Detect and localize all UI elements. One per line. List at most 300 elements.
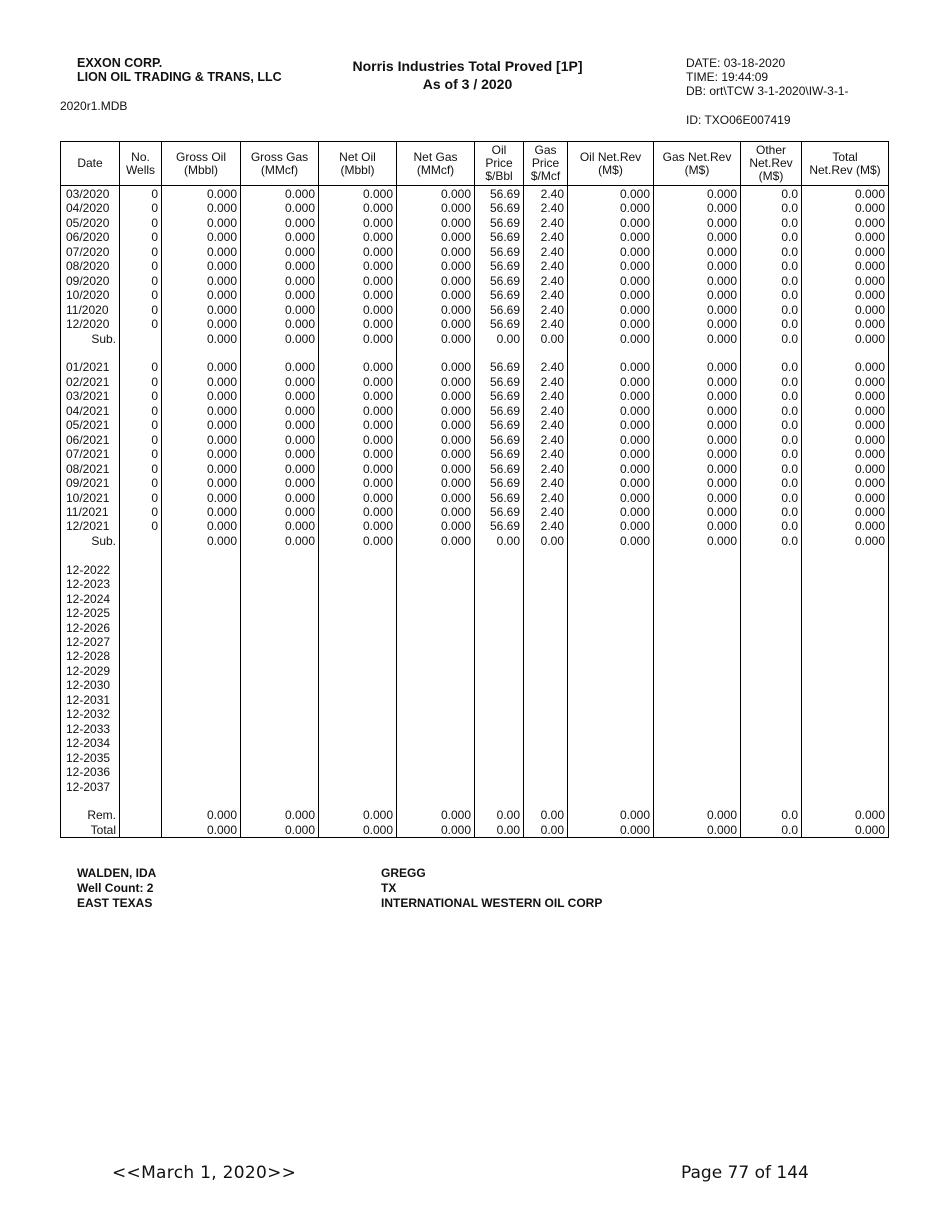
table-cell: 0.000 bbox=[241, 317, 319, 331]
table-cell bbox=[568, 736, 654, 750]
table-row bbox=[61, 476, 889, 490]
table-cell: 0.000 bbox=[568, 418, 654, 432]
table-cell: 0 bbox=[120, 447, 162, 461]
table-cell bbox=[241, 707, 319, 721]
table-cell: 12-2030 bbox=[61, 678, 120, 692]
table-row bbox=[61, 418, 889, 432]
table-cell: 0.000 bbox=[319, 375, 397, 389]
table-cell: 0.000 bbox=[241, 823, 319, 838]
table-cell bbox=[524, 548, 568, 562]
table-cell bbox=[120, 649, 162, 663]
column-header-line: (MMcf) bbox=[416, 162, 455, 177]
table-cell bbox=[741, 664, 802, 678]
table-cell: 0.000 bbox=[397, 462, 475, 476]
report-db: DB: ort\TCW 3-1-2020\IW-3-1- bbox=[686, 84, 849, 98]
table-cell: 0.000 bbox=[319, 303, 397, 317]
table-cell bbox=[319, 794, 397, 808]
table-cell: 0.000 bbox=[397, 404, 475, 418]
report-title: Norris Industries Total Proved [1P] bbox=[352, 58, 583, 74]
table-cell bbox=[162, 693, 241, 707]
table-cell: 06/2021 bbox=[61, 433, 120, 447]
table-cell: 0 bbox=[120, 274, 162, 288]
table-cell bbox=[654, 693, 741, 707]
table-cell: 2.40 bbox=[524, 186, 568, 202]
table-cell bbox=[241, 765, 319, 779]
table-cell bbox=[568, 722, 654, 736]
table-cell bbox=[120, 548, 162, 562]
table-cell: 0 bbox=[120, 288, 162, 302]
table-cell bbox=[654, 736, 741, 750]
well-count: Well Count: 2 bbox=[77, 881, 154, 895]
table-cell: 0.000 bbox=[397, 823, 475, 838]
table-cell: 2.40 bbox=[524, 274, 568, 288]
table-cell: 0.000 bbox=[802, 505, 889, 519]
table-cell: 0.0 bbox=[741, 303, 802, 317]
table-cell bbox=[568, 794, 654, 808]
table-cell bbox=[802, 592, 889, 606]
table-row bbox=[61, 447, 889, 461]
table-cell: 0.000 bbox=[397, 360, 475, 374]
table-cell: 0.000 bbox=[397, 534, 475, 548]
table-cell bbox=[162, 780, 241, 794]
region: EAST TEXAS bbox=[77, 896, 153, 910]
table-cell: 0 bbox=[120, 519, 162, 533]
table-cell: 0.000 bbox=[802, 404, 889, 418]
table-cell: 0.000 bbox=[654, 491, 741, 505]
table-cell: 0.000 bbox=[319, 418, 397, 432]
table-cell: 0.000 bbox=[241, 360, 319, 374]
total-row bbox=[61, 823, 889, 838]
table-cell bbox=[397, 722, 475, 736]
table-cell: 0.000 bbox=[654, 505, 741, 519]
table-cell bbox=[524, 635, 568, 649]
table-cell bbox=[475, 664, 524, 678]
table-cell bbox=[241, 577, 319, 591]
table-cell bbox=[524, 780, 568, 794]
table-cell: 0.000 bbox=[241, 433, 319, 447]
table-row bbox=[61, 577, 889, 591]
table-cell: 0 bbox=[120, 317, 162, 331]
table-cell bbox=[120, 808, 162, 822]
table-cell: 0.000 bbox=[397, 491, 475, 505]
table-cell: 12-2031 bbox=[61, 693, 120, 707]
table-cell: 0.000 bbox=[654, 808, 741, 822]
table-cell: 0.000 bbox=[162, 332, 241, 346]
table-cell: 0.000 bbox=[162, 375, 241, 389]
table-row bbox=[61, 186, 889, 202]
table-cell: 0.0 bbox=[741, 317, 802, 331]
table-cell bbox=[397, 592, 475, 606]
table-cell bbox=[654, 664, 741, 678]
table-cell bbox=[319, 635, 397, 649]
table-cell: 0.000 bbox=[802, 534, 889, 548]
table-cell: 2.40 bbox=[524, 245, 568, 259]
table-cell: 56.69 bbox=[475, 230, 524, 244]
table-cell bbox=[802, 346, 889, 360]
table-cell: 56.69 bbox=[475, 491, 524, 505]
table-cell: 0.000 bbox=[397, 447, 475, 461]
table-cell: 0 bbox=[120, 418, 162, 432]
table-cell: 56.69 bbox=[475, 303, 524, 317]
table-row bbox=[61, 765, 889, 779]
table-cell bbox=[475, 346, 524, 360]
table-cell bbox=[319, 678, 397, 692]
table-cell bbox=[120, 592, 162, 606]
table-cell: 0.000 bbox=[802, 823, 889, 838]
table-cell bbox=[802, 693, 889, 707]
table-row bbox=[61, 780, 889, 794]
table-cell: 04/2021 bbox=[61, 404, 120, 418]
table-row bbox=[61, 678, 889, 692]
table-cell: 0 bbox=[120, 375, 162, 389]
table-cell: 0.000 bbox=[802, 519, 889, 533]
table-row bbox=[61, 606, 889, 620]
table-cell: 0.000 bbox=[241, 534, 319, 548]
table-cell: 0.000 bbox=[397, 418, 475, 432]
table-cell bbox=[319, 606, 397, 620]
table-cell: 0.000 bbox=[802, 418, 889, 432]
table-cell bbox=[120, 606, 162, 620]
table-cell bbox=[120, 765, 162, 779]
table-cell bbox=[120, 823, 162, 838]
table-cell: 0.00 bbox=[475, 823, 524, 838]
table-cell bbox=[475, 794, 524, 808]
table-cell bbox=[319, 722, 397, 736]
table-row bbox=[61, 664, 889, 678]
table-cell bbox=[319, 592, 397, 606]
table-cell: 0.000 bbox=[568, 303, 654, 317]
table-cell: 0.0 bbox=[741, 519, 802, 533]
table-cell bbox=[802, 664, 889, 678]
table-cell: 0.000 bbox=[319, 274, 397, 288]
table-cell bbox=[61, 346, 120, 360]
column-header-line: Date bbox=[77, 156, 103, 170]
table-cell: 2.40 bbox=[524, 433, 568, 447]
column-header bbox=[741, 142, 802, 186]
table-cell: 0.000 bbox=[568, 505, 654, 519]
table-cell: 56.69 bbox=[475, 418, 524, 432]
table-cell: 56.69 bbox=[475, 389, 524, 403]
table-cell bbox=[120, 332, 162, 346]
table-cell bbox=[241, 548, 319, 562]
table-cell: 0.000 bbox=[319, 491, 397, 505]
table-cell: 0.000 bbox=[802, 491, 889, 505]
table-cell bbox=[741, 606, 802, 620]
table-cell: 0.000 bbox=[568, 823, 654, 838]
table-cell bbox=[120, 563, 162, 577]
report-id: ID: TXO06E007419 bbox=[686, 113, 791, 127]
table-cell: 0.000 bbox=[654, 418, 741, 432]
table-cell bbox=[162, 678, 241, 692]
table-cell: 08/2021 bbox=[61, 462, 120, 476]
table-cell bbox=[524, 794, 568, 808]
table-cell: 0 bbox=[120, 433, 162, 447]
table-cell: 0.000 bbox=[241, 519, 319, 533]
table-cell bbox=[120, 751, 162, 765]
column-header bbox=[61, 142, 120, 186]
table-row bbox=[61, 563, 889, 577]
table-cell: 0.0 bbox=[741, 230, 802, 244]
table-cell: 0.000 bbox=[568, 274, 654, 288]
table-cell: 0.0 bbox=[741, 288, 802, 302]
table-cell bbox=[741, 751, 802, 765]
table-cell: 0.0 bbox=[741, 375, 802, 389]
table-cell: 0.000 bbox=[397, 519, 475, 533]
table-cell: 0.000 bbox=[241, 216, 319, 230]
table-cell bbox=[241, 780, 319, 794]
table-cell bbox=[162, 722, 241, 736]
table-cell bbox=[162, 794, 241, 808]
table-cell: 56.69 bbox=[475, 274, 524, 288]
table-cell: 0.0 bbox=[741, 433, 802, 447]
table-cell bbox=[397, 346, 475, 360]
table-cell: 2.40 bbox=[524, 317, 568, 331]
table-cell: 0.000 bbox=[654, 462, 741, 476]
table-cell bbox=[120, 707, 162, 721]
table-cell bbox=[741, 635, 802, 649]
table-cell: 0 bbox=[120, 360, 162, 374]
table-cell bbox=[397, 707, 475, 721]
column-header-line: $/Bbl bbox=[485, 169, 513, 183]
table-cell bbox=[475, 751, 524, 765]
table-cell: 0.000 bbox=[162, 274, 241, 288]
table-cell: 0.0 bbox=[741, 259, 802, 273]
table-cell: 0 bbox=[120, 404, 162, 418]
table-cell bbox=[802, 678, 889, 692]
table-cell bbox=[802, 794, 889, 808]
lease-info-left bbox=[77, 866, 156, 911]
table-cell: 0.0 bbox=[741, 360, 802, 374]
table-cell: 0.000 bbox=[241, 808, 319, 822]
table-cell bbox=[568, 780, 654, 794]
table-cell: 0.000 bbox=[397, 375, 475, 389]
page-date: <<March 1, 2020>> bbox=[112, 1163, 297, 1183]
table-cell: 0.000 bbox=[319, 823, 397, 838]
table-cell: 0.000 bbox=[162, 476, 241, 490]
table-row bbox=[61, 621, 889, 635]
table-cell bbox=[475, 592, 524, 606]
column-header-line: $/Mcf bbox=[530, 169, 561, 183]
table-cell bbox=[162, 707, 241, 721]
column-header-line: Total bbox=[832, 149, 858, 164]
table-cell: 56.69 bbox=[475, 404, 524, 418]
table-cell bbox=[475, 765, 524, 779]
table-cell: 0.000 bbox=[802, 274, 889, 288]
table-cell: 0.000 bbox=[397, 245, 475, 259]
table-cell bbox=[802, 635, 889, 649]
table-cell: 0.000 bbox=[319, 216, 397, 230]
column-header-line: Gross Oil bbox=[175, 149, 226, 164]
table-cell bbox=[397, 664, 475, 678]
column-header-line: Net Gas bbox=[413, 149, 458, 164]
table-cell: 0.000 bbox=[397, 303, 475, 317]
table-cell bbox=[654, 346, 741, 360]
table-cell bbox=[397, 563, 475, 577]
table-cell: 0 bbox=[120, 259, 162, 273]
table-cell: 0.00 bbox=[475, 808, 524, 822]
table-cell: 56.69 bbox=[475, 216, 524, 230]
column-header-line: Price bbox=[531, 156, 560, 170]
column-header-line: (M$) bbox=[598, 162, 623, 177]
table-cell: 0.000 bbox=[568, 375, 654, 389]
table-cell: 0 bbox=[120, 186, 162, 202]
table-cell: Rem. bbox=[61, 808, 120, 822]
table-cell bbox=[397, 794, 475, 808]
table-cell: 56.69 bbox=[475, 447, 524, 461]
table-cell: 12-2033 bbox=[61, 722, 120, 736]
table-cell: 0.000 bbox=[568, 245, 654, 259]
column-header-line: (Mbbl) bbox=[340, 162, 375, 177]
table-cell: 0.000 bbox=[319, 433, 397, 447]
table-cell bbox=[319, 577, 397, 591]
column-header-line: (M$) bbox=[758, 169, 784, 183]
report-time: TIME: 19:44:09 bbox=[686, 70, 769, 84]
economics-table bbox=[60, 141, 889, 838]
table-row bbox=[61, 707, 889, 721]
table-cell: 0.000 bbox=[568, 230, 654, 244]
table-cell: 0.000 bbox=[162, 519, 241, 533]
table-cell: 0.000 bbox=[319, 186, 397, 202]
table-cell bbox=[162, 649, 241, 663]
table-cell: 0.0 bbox=[741, 462, 802, 476]
report-subtitle: As of 3 / 2020 bbox=[422, 76, 513, 92]
table-cell bbox=[654, 794, 741, 808]
table-cell: 2.40 bbox=[524, 447, 568, 461]
table-cell: 2.40 bbox=[524, 230, 568, 244]
table-cell: 0.000 bbox=[162, 230, 241, 244]
table-cell bbox=[241, 722, 319, 736]
table-cell bbox=[475, 736, 524, 750]
table-cell: 0.000 bbox=[802, 447, 889, 461]
table-cell: 0.000 bbox=[162, 245, 241, 259]
table-cell: 0.000 bbox=[241, 505, 319, 519]
table-cell bbox=[802, 780, 889, 794]
remaining-row bbox=[61, 808, 889, 822]
table-cell: 02/2021 bbox=[61, 375, 120, 389]
table-cell bbox=[524, 736, 568, 750]
table-cell: 0.00 bbox=[524, 823, 568, 838]
database-file: 2020r1.MDB bbox=[60, 99, 128, 113]
table-cell: 0.000 bbox=[319, 476, 397, 490]
table-cell bbox=[802, 649, 889, 663]
table-cell bbox=[61, 794, 120, 808]
table-cell bbox=[319, 649, 397, 663]
table-cell: 0.000 bbox=[654, 823, 741, 838]
table-cell bbox=[741, 765, 802, 779]
table-cell: 0.000 bbox=[162, 462, 241, 476]
table-cell: 11/2020 bbox=[61, 303, 120, 317]
table-cell bbox=[241, 635, 319, 649]
table-cell: 56.69 bbox=[475, 259, 524, 273]
page-number: Page 77 of 144 bbox=[681, 1163, 809, 1183]
table-cell: 0.000 bbox=[241, 375, 319, 389]
table-cell: 0.0 bbox=[741, 534, 802, 548]
table-cell: 0.0 bbox=[741, 186, 802, 202]
table-cell: 0.000 bbox=[397, 288, 475, 302]
table-cell: 0 bbox=[120, 216, 162, 230]
table-row bbox=[61, 519, 889, 533]
table-cell bbox=[802, 722, 889, 736]
table-cell bbox=[397, 577, 475, 591]
table-cell: 0.000 bbox=[241, 447, 319, 461]
table-cell bbox=[568, 592, 654, 606]
table-cell bbox=[741, 548, 802, 562]
table-row bbox=[61, 216, 889, 230]
table-cell: 0.000 bbox=[654, 534, 741, 548]
table-row bbox=[61, 433, 889, 447]
table-cell: 0.000 bbox=[397, 186, 475, 202]
table-cell: 0.000 bbox=[162, 389, 241, 403]
table-cell bbox=[397, 736, 475, 750]
column-header-line: Oil bbox=[491, 143, 507, 157]
table-cell bbox=[475, 649, 524, 663]
table-cell bbox=[741, 722, 802, 736]
table-cell: 12-2036 bbox=[61, 765, 120, 779]
table-cell bbox=[568, 606, 654, 620]
table-cell bbox=[568, 577, 654, 591]
table-cell: 0.000 bbox=[319, 808, 397, 822]
table-cell bbox=[568, 563, 654, 577]
table-cell: 0.000 bbox=[802, 303, 889, 317]
table-cell: 10/2020 bbox=[61, 288, 120, 302]
table-cell bbox=[319, 707, 397, 721]
table-cell: 0 bbox=[120, 505, 162, 519]
table-cell: 0.000 bbox=[397, 389, 475, 403]
table-cell: 0.000 bbox=[568, 534, 654, 548]
column-header bbox=[397, 142, 475, 186]
table-cell: 0.0 bbox=[741, 476, 802, 490]
table-cell: 0.000 bbox=[241, 259, 319, 273]
table-cell bbox=[568, 707, 654, 721]
table-cell: 2.40 bbox=[524, 216, 568, 230]
subtotal-row bbox=[61, 534, 889, 548]
table-cell bbox=[524, 563, 568, 577]
table-header-row bbox=[61, 142, 889, 186]
table-cell: 0.000 bbox=[319, 360, 397, 374]
table-cell: 0.000 bbox=[397, 476, 475, 490]
table-cell bbox=[319, 548, 397, 562]
table-cell bbox=[524, 678, 568, 692]
table-cell bbox=[524, 577, 568, 591]
state: TX bbox=[381, 881, 397, 895]
column-header-line: (MMcf) bbox=[260, 162, 299, 177]
column-header bbox=[241, 142, 319, 186]
table-cell: 0.000 bbox=[162, 404, 241, 418]
table-cell bbox=[162, 606, 241, 620]
table-cell: 07/2020 bbox=[61, 245, 120, 259]
table-cell: 0.000 bbox=[241, 288, 319, 302]
table-cell: 05/2020 bbox=[61, 216, 120, 230]
table-cell bbox=[524, 693, 568, 707]
column-header bbox=[120, 142, 162, 186]
table-cell bbox=[241, 606, 319, 620]
table-cell: 0.000 bbox=[397, 230, 475, 244]
table-cell: 0.0 bbox=[741, 216, 802, 230]
table-cell bbox=[319, 765, 397, 779]
table-cell bbox=[741, 592, 802, 606]
table-cell: 0.000 bbox=[241, 274, 319, 288]
table-cell bbox=[524, 606, 568, 620]
table-cell: 0.000 bbox=[397, 433, 475, 447]
table-cell: 0.000 bbox=[162, 186, 241, 202]
table-cell bbox=[319, 621, 397, 635]
table-row bbox=[61, 375, 889, 389]
table-cell: 12-2032 bbox=[61, 707, 120, 721]
table-cell: 0 bbox=[120, 389, 162, 403]
table-row bbox=[61, 288, 889, 302]
table-cell: 56.69 bbox=[475, 476, 524, 490]
table-cell bbox=[162, 765, 241, 779]
